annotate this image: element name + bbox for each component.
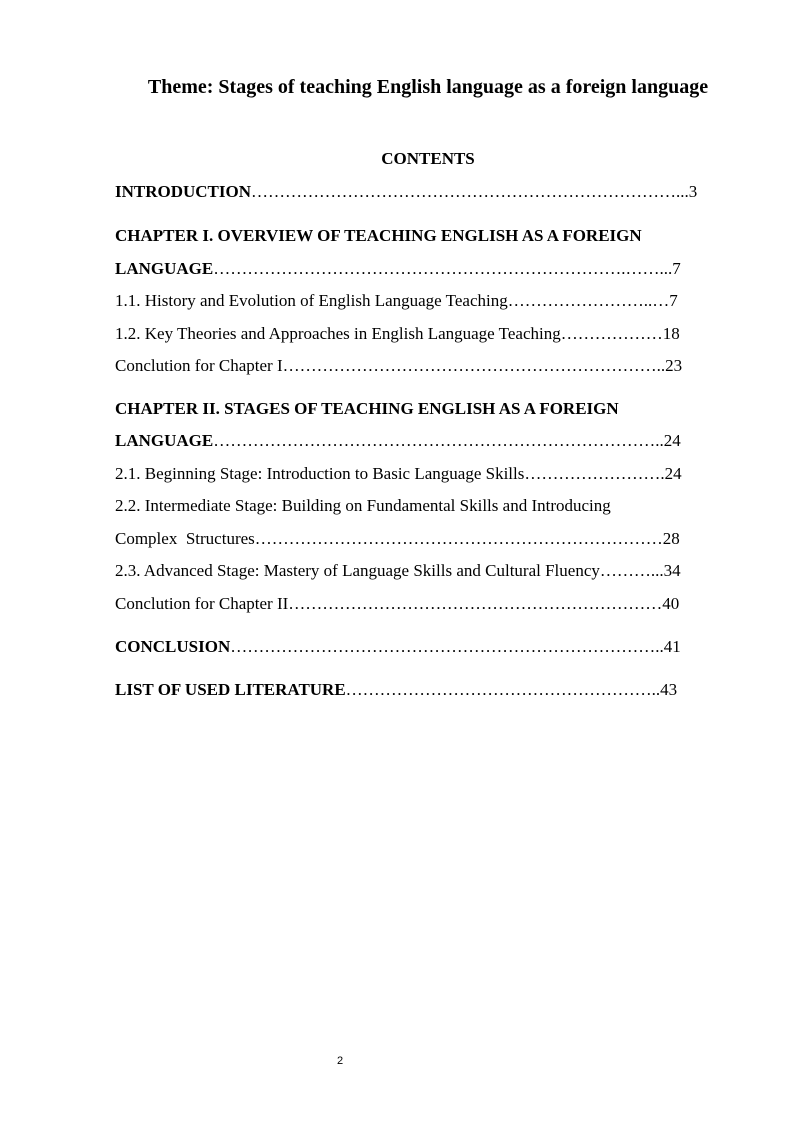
toc-entry-chapter-1-line-2[interactable] bbox=[115, 259, 745, 279]
toc-entry-leader: …………………………………………………………..23 bbox=[282, 356, 683, 375]
toc-entry-label: 2.3. Advanced Stage: Mastery of Language Skills and Cultural Fluency bbox=[115, 561, 600, 580]
toc-entry-leader: …………………………………………………………………...3 bbox=[251, 182, 698, 201]
toc-entry-leader: ……………………..…7 bbox=[507, 291, 678, 310]
page-number: 2 bbox=[336, 1055, 344, 1067]
toc-entry-leader: ………………………………………………………………28 bbox=[254, 529, 680, 548]
toc-entry-conclusion-chapter-1[interactable] bbox=[115, 356, 745, 376]
toc-entry-2-3[interactable] bbox=[115, 561, 745, 581]
toc-entry-chapter-2-line-1[interactable] bbox=[115, 399, 745, 419]
toc-entry-label: Complex Structures bbox=[115, 529, 255, 548]
toc-entry-conclusion-chapter-2[interactable] bbox=[115, 594, 745, 614]
toc-entry-label: 1.1. History and Evolution of English Language Teaching bbox=[115, 291, 508, 310]
toc-entry-label: LANGUAGE bbox=[115, 431, 214, 450]
toc-entry-1-2[interactable] bbox=[115, 324, 745, 344]
toc-entry-introduction[interactable] bbox=[115, 182, 745, 202]
toc-entry-leader: ………………18 bbox=[560, 324, 680, 343]
toc-entry-label: 2.2. Intermediate Stage: Building on Fundamental Skills and Introducing bbox=[115, 496, 611, 515]
toc-entry-leader: …………………………………………………………………..41 bbox=[230, 637, 681, 656]
toc-entry-label: CONCLUSION bbox=[115, 637, 231, 656]
toc-entry-label: CHAPTER I. OVERVIEW OF TEACHING ENGLISH AS A FOREIGN bbox=[115, 226, 642, 245]
toc-entry-1-1[interactable] bbox=[115, 291, 745, 311]
toc-entry-literature[interactable] bbox=[115, 680, 745, 700]
toc-entry-2-2-line-1[interactable] bbox=[115, 496, 745, 516]
toc-entry-leader: ……………………………………………………………….……...7 bbox=[213, 259, 681, 278]
toc-entry-2-2-line-2[interactable] bbox=[115, 529, 745, 549]
toc-entry-leader: …………………………………………………………40 bbox=[288, 594, 680, 613]
toc-entry-leader: …………………….24 bbox=[524, 464, 682, 483]
toc-entry-label: CHAPTER II. STAGES OF TEACHING ENGLISH AS A FOREIGN bbox=[115, 399, 619, 418]
toc-entry-leader: ……………………………………………………………………..24 bbox=[213, 431, 681, 450]
toc-entry-chapter-1-line-1[interactable] bbox=[115, 226, 745, 246]
toc-entry-label: 1.2. Key Theories and Approaches in English Language Teaching bbox=[115, 324, 561, 343]
toc-entry-leader: ………………………………………………..43 bbox=[345, 680, 678, 699]
document-theme-title: Theme: Stages of teaching English language as a foreign language bbox=[147, 76, 709, 98]
toc-entry-2-1[interactable] bbox=[115, 464, 745, 484]
toc-entry-label: LANGUAGE bbox=[115, 259, 214, 278]
toc-entry-label: 2.1. Beginning Stage: Introduction to Basic Language Skills bbox=[115, 464, 525, 483]
toc-entry-label: Conclution for Chapter I bbox=[115, 356, 283, 375]
contents-heading: CONTENTS bbox=[381, 149, 475, 168]
toc-entry-label: INTRODUCTION bbox=[115, 182, 252, 201]
toc-entry-label: Conclution for Chapter II bbox=[115, 594, 289, 613]
toc-entry-leader: ………...34 bbox=[599, 561, 681, 580]
toc-entry-label: LIST OF USED LITERATURE bbox=[115, 680, 346, 699]
toc-entry-chapter-2-line-2[interactable] bbox=[115, 431, 745, 451]
toc-entry-conclusion[interactable] bbox=[115, 637, 745, 657]
